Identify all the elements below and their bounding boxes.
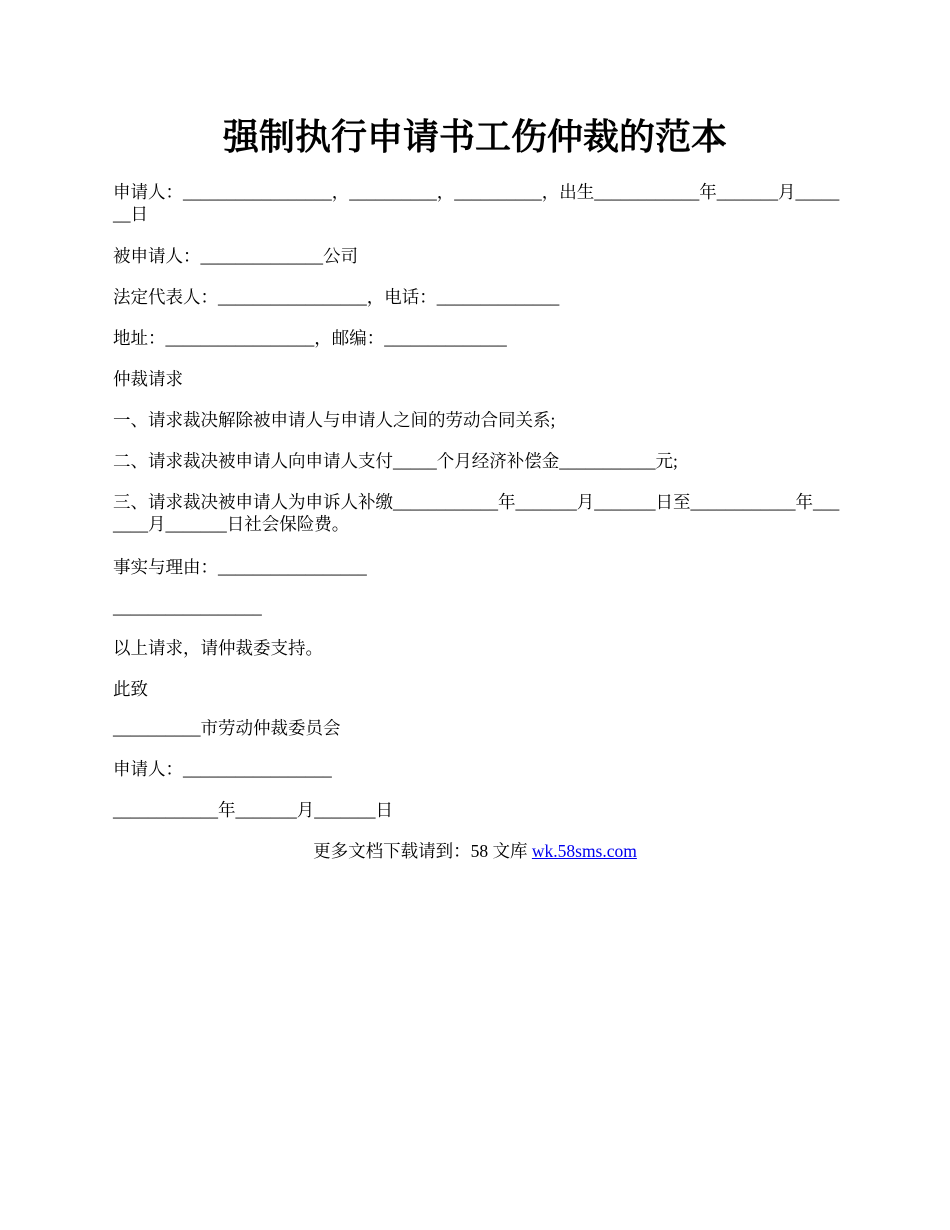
document-title: 强制执行申请书工伤仲裁的范本 xyxy=(222,117,727,157)
footer-text: 更多文档下载请到：58 文库 xyxy=(313,841,532,861)
facts-blank-line: _________________ xyxy=(113,597,262,617)
salutation-line: 此致 xyxy=(113,679,148,699)
footer-link[interactable]: wk.58sms.com xyxy=(531,841,637,861)
request-item-2: 二、请求裁决被申请人向申请人支付_____个月经济补偿金___________元; xyxy=(113,451,678,471)
legal-representative-line: 法定代表人：_________________，电话：______________ xyxy=(113,287,560,307)
address-line: 地址：_________________，邮编：______________ xyxy=(113,328,507,348)
signature-applicant-line: 申请人：_________________ xyxy=(113,759,332,779)
respondent-line: 被申请人：______________公司 xyxy=(113,246,358,266)
request-item-1: 一、请求裁决解除被申请人与申请人之间的劳动合同关系; xyxy=(113,410,556,430)
arbitration-request-heading: 仲裁请求 xyxy=(113,369,183,389)
closing-request-line: 以上请求，请仲裁委支持。 xyxy=(113,638,323,658)
recipient-committee-line: __________市劳动仲裁委员会 xyxy=(113,718,341,738)
request-item-3: 三、请求裁决被申请人为申诉人补缴____________年_______月_______日至____________年_______月_______日社会保险费。 xyxy=(113,492,840,534)
applicant-line: 申请人：_________________，__________，__________，出生____________年_______月_______日 xyxy=(113,182,840,224)
footer xyxy=(0,840,950,862)
signature-date-line: ____________年_______月_______日 xyxy=(113,800,393,820)
facts-and-reasons-line: 事实与理由：_________________ xyxy=(113,557,367,577)
